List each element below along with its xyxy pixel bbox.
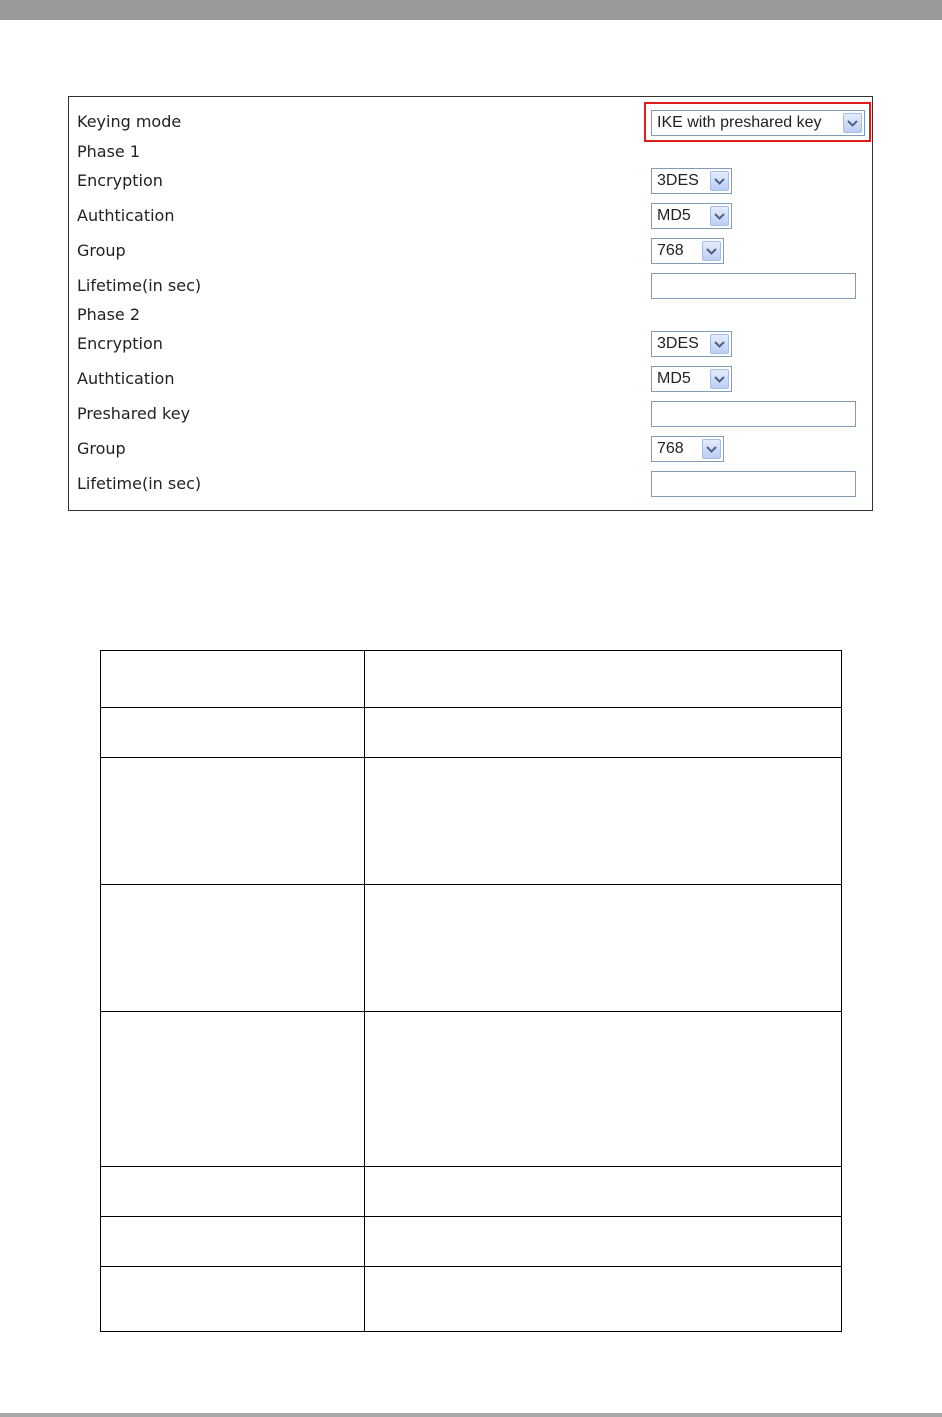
chevron-down-icon [710,171,729,191]
table-cell [101,1267,365,1332]
keying-mode-select[interactable] [651,110,865,136]
table-cell [365,1012,842,1167]
phase2-lifetime-input[interactable] [651,471,856,497]
chevron-down-icon [710,206,729,226]
footer-line [0,1413,942,1417]
phase2-preshared-key-input[interactable] [651,401,856,427]
table-cell [365,1167,842,1217]
chevron-down-icon [710,369,729,389]
phase1-lifetime-label: Lifetime(in sec) [77,276,202,295]
phase1-group-select[interactable] [651,238,724,264]
phase1-lifetime-input[interactable] [651,273,856,299]
phase1-encryption-select[interactable] [651,168,732,194]
table-cell [101,1012,365,1167]
table-row [101,1167,842,1217]
keying-mode-label: Keying mode [77,112,182,131]
table-cell [101,885,365,1012]
phase1-authentication-label: Authtication [77,206,175,225]
table-row [101,708,842,758]
table-row [101,758,842,885]
phase2-encryption-label: Encryption [77,334,163,353]
table-cell [365,1217,842,1267]
header-bar [0,0,942,20]
table-cell [101,708,365,758]
table-row [101,1267,842,1332]
phase1-authentication-select[interactable] [651,203,732,229]
phase2-group-label: Group [77,439,126,458]
phase1-group-label: Group [77,241,126,260]
phase2-authentication-label: Authtication [77,369,175,388]
table-row [101,1217,842,1267]
phase2-group-select[interactable] [651,436,724,462]
table-cell [101,1167,365,1217]
phase2-encryption-select[interactable] [651,331,732,357]
chevron-down-icon [843,113,862,133]
table-cell [365,651,842,708]
phase2-preshared-key-label: Preshared key [77,404,191,423]
phase1-encryption-label: Encryption [77,171,163,190]
table-cell [365,1267,842,1332]
table-row [101,885,842,1012]
phase1-authentication-value: MD5 [657,207,691,224]
chevron-down-icon [702,241,721,261]
phase2-authentication-select[interactable] [651,366,732,392]
table-row [101,651,842,708]
description-table [100,650,842,1332]
phase1-encryption-value: 3DES [657,172,699,189]
phase2-heading: Phase 2 [77,305,141,324]
keying-mode-value: IKE with preshared key [657,114,822,131]
table-cell [365,758,842,885]
phase1-group-value: 768 [657,242,684,259]
table-row [101,1012,842,1167]
chevron-down-icon [702,439,721,459]
phase2-lifetime-label: Lifetime(in sec) [77,474,202,493]
table-cell [365,708,842,758]
ike-settings-panel [68,96,873,511]
phase2-encryption-value: 3DES [657,335,699,352]
chevron-down-icon [710,334,729,354]
table-cell [365,885,842,1012]
phase1-heading: Phase 1 [77,142,141,161]
phase2-group-value: 768 [657,440,684,457]
phase2-authentication-value: MD5 [657,370,691,387]
table-cell [101,758,365,885]
table-cell [101,651,365,708]
table-cell [101,1217,365,1267]
